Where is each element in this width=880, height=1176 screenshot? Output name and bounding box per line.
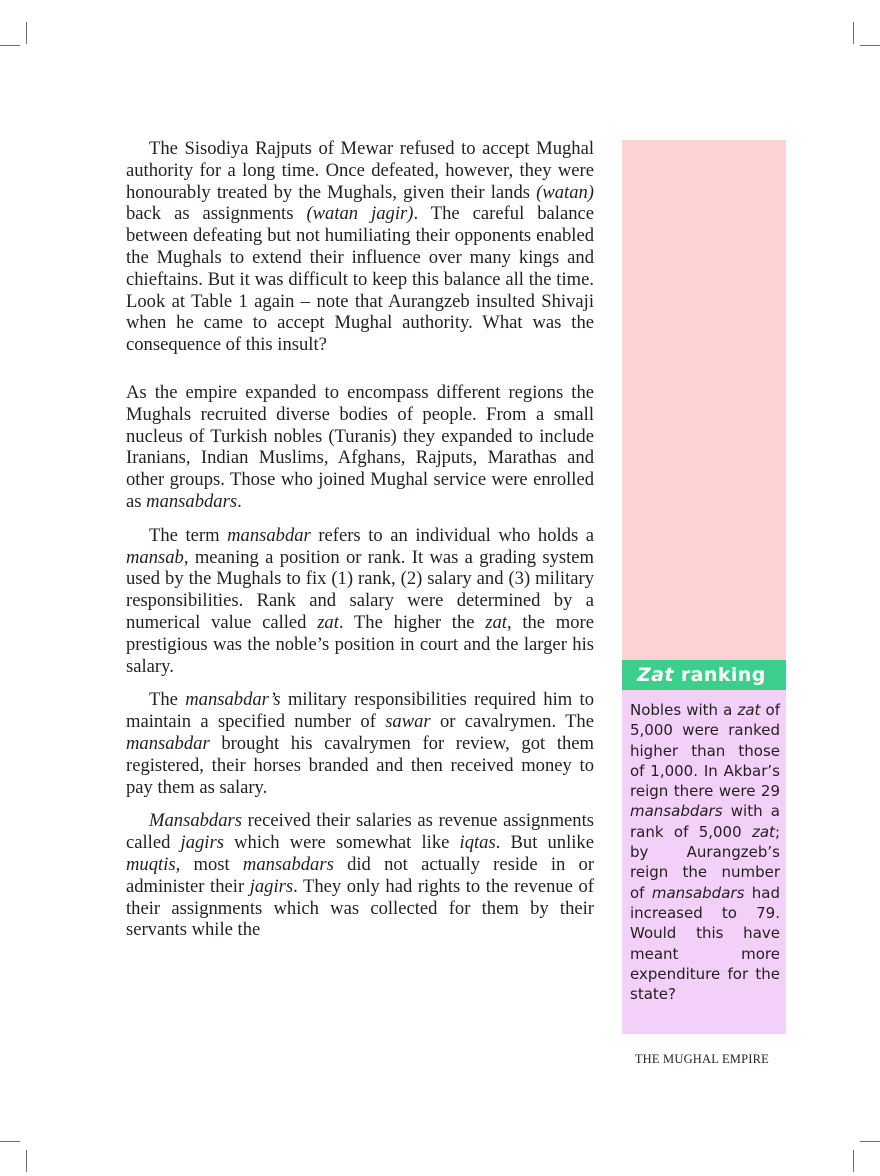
paragraph-mansabdar-term: [126, 525, 594, 678]
crop-mark: [0, 45, 20, 46]
italic-term: mansabdar: [227, 524, 311, 546]
italic-term: (watan jagir): [306, 203, 414, 225]
paragraph-jagirs: [126, 810, 594, 941]
text: .: [237, 490, 242, 512]
crop-mark: [853, 1150, 854, 1172]
italic-term: mansabdars: [146, 490, 238, 512]
crop-mark: [26, 22, 27, 44]
text: The Sisodiya Rajputs of Mewar refused to accept Mughal authority for a long time. Once defeated, however, they were honourably treated by the Mughals, given their lands: [126, 138, 594, 203]
text: The term: [149, 524, 228, 546]
text: , meaning a position or rank. It was a grading system used by the Mughals to fix (1) rank, (2) salary and (3) military responsibilities. Rank and salary were determined by a numerical value called: [126, 546, 594, 633]
text: did not actually reside in or administer their: [126, 853, 595, 897]
text: military responsibilities required him to maintain a specified number of: [126, 689, 594, 733]
paragraph-military-responsibilities: [126, 689, 594, 798]
text: brought his cavalrymen for review, got them registered, their horses branded and then received money to pay them as salary.: [126, 732, 594, 798]
italic-term: mansabdar: [126, 732, 210, 754]
text: As the empire expanded to encompass different regions the Mughals recruited diverse bodies of people. From a small nucleus of Turkish nobles (Turanis) they expanded to include Iranians, Indian Muslims, Afghans, Rajputs, Marathas and other groups. Those who joined Mughal service were enrolled as: [126, 381, 594, 512]
margin-color-panel: [622, 140, 786, 660]
italic-term: mansabdar’s: [185, 689, 281, 711]
italic-term: jagirs: [180, 832, 224, 854]
italic-term: sawar: [385, 711, 431, 733]
text: with a rank of 5,000: [630, 802, 780, 841]
italic-term: muqtis: [126, 853, 176, 875]
sidebar-title: [622, 660, 786, 690]
text: ; by Aurangzeb’s reign the number of: [630, 822, 780, 902]
text: . The higher the: [338, 611, 486, 633]
sidebar-zat-ranking: [622, 690, 786, 1034]
crop-mark: [26, 1150, 27, 1172]
italic-term: iqtas: [459, 832, 496, 854]
crop-mark: [0, 1141, 20, 1142]
crop-mark: [860, 45, 880, 46]
sidebar-title-text: ranking: [673, 664, 766, 686]
text: refers to an individual who holds a: [310, 524, 595, 546]
italic-term: zat: [485, 611, 507, 633]
text: Nobles with a: [630, 701, 738, 719]
paragraph-sisodiya: [126, 138, 594, 356]
paragraph-empire-expanded: [126, 382, 594, 513]
text: . But unlike: [495, 832, 594, 854]
crop-mark: [853, 22, 854, 44]
italic-term: Mansabdars: [149, 810, 242, 832]
main-text-column: [126, 138, 594, 953]
crop-mark: [860, 1141, 880, 1142]
italic-term: mansabdars: [242, 853, 334, 875]
text: . The careful balance between defeating but not humiliating their opponents enabled the Mughals to extend their influence over many kings and chieftains. But it was difficult to keep this balance all the time. Look at Table 1 again – note that Aurangzeb insulted Shivaji when he came to accept Mughal authority. What was the consequence of this insult?: [126, 203, 595, 356]
text: back as assignments: [126, 203, 307, 225]
italic-term: zat: [751, 822, 775, 841]
sidebar-title-italic: Zat: [637, 664, 674, 686]
text: which were somewhat like: [223, 832, 460, 854]
text: , the more prestigious was the noble’s position in court and the larger his salary.: [126, 611, 595, 677]
text: . They only had rights to the revenue of their assignments which was collected for them by their servants while the: [126, 875, 594, 941]
text: The: [149, 689, 186, 711]
text: had increased to 79. Would this have meant more expenditure for the state?: [630, 883, 780, 1004]
italic-term: zat: [737, 701, 761, 719]
running-footer: THE MUGHAL EMPIRE: [634, 1052, 769, 1066]
italic-term: mansab: [126, 546, 184, 568]
italic-term: jagirs: [249, 875, 294, 897]
text: or cavalrymen. The: [430, 711, 594, 733]
italic-term: zat: [317, 611, 339, 633]
text: received their salaries as revenue assignments called: [126, 810, 594, 854]
italic-term: (watan): [536, 181, 594, 203]
italic-term: mansabdars: [651, 883, 745, 902]
italic-term: mansabdars: [630, 802, 723, 821]
text: of 5,000 were ranked higher than those of 1,000. In Akbar’s reign there were 29: [630, 701, 781, 801]
text: , most: [175, 853, 243, 875]
